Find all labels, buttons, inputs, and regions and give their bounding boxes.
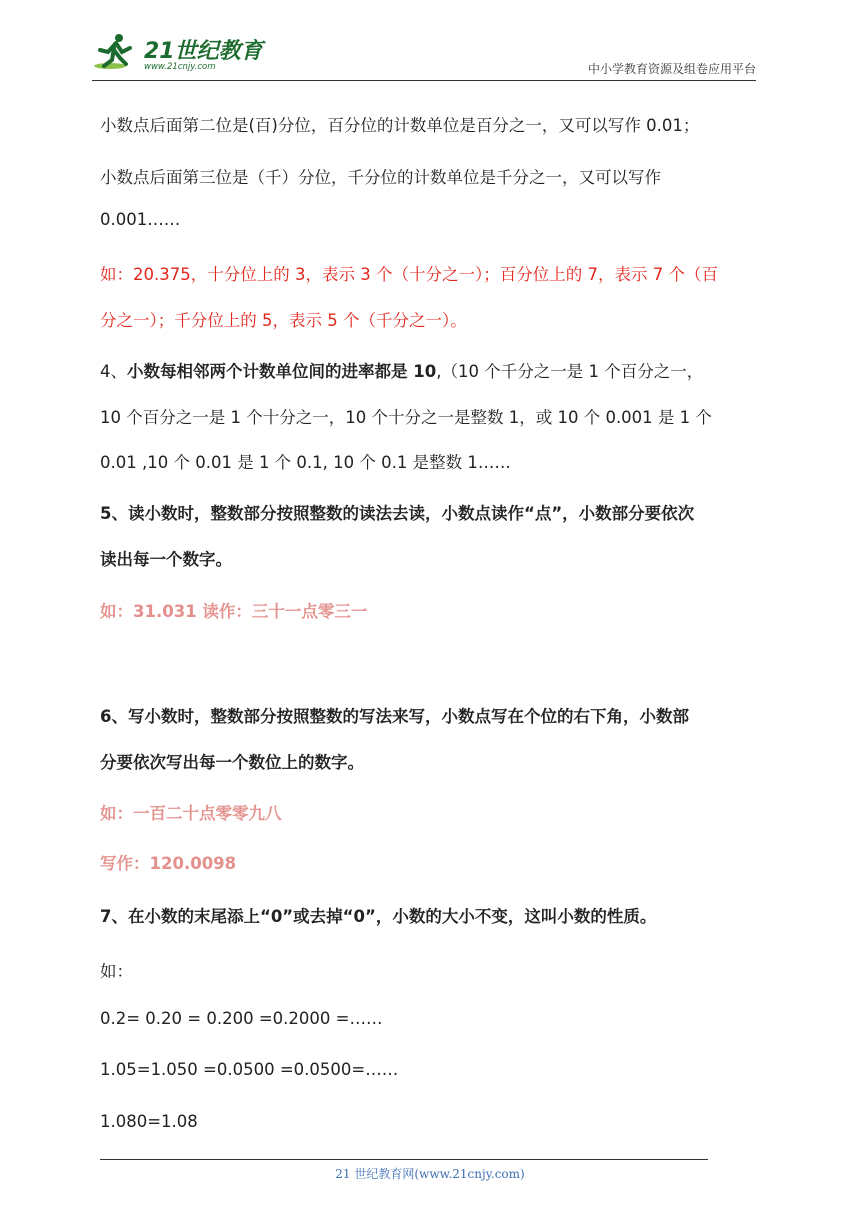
rule-bold-text: 小数每相邻两个计数单位间的进率都是 10 [127, 362, 437, 381]
example-line: 写作：120.0098 [100, 854, 237, 873]
text-line: 10 个百分之一是 1 个十分之一，10 个十分之一是整数 1，或 10 个 0.001 是 1 个 [100, 408, 712, 427]
rule-number: 4、 [100, 362, 127, 381]
text-line: 小数点后面第二位是(百)分位，百分位的计数单位是百分之一，又可以写作 0.01； [100, 116, 700, 135]
page-footer[interactable]: 21 世纪教育网(www.21cnjy.com) [335, 1167, 525, 1181]
header-tagline: 中小学教育资源及组卷应用平台 [587, 62, 756, 76]
text-line: 0.2= 0.20 = 0.200 =0.2000 =…… [100, 1009, 383, 1028]
page-header [0, 0, 860, 84]
site-logo[interactable] [92, 30, 272, 78]
text-line: 小数点后面第三位是（千）分位，千分位的计数单位是千分之一，又可以写作 [100, 168, 661, 187]
text-line: 如： [100, 962, 133, 981]
rule-7-line: 7、在小数的末尾添上“0”或去掉“0”，小数的大小不变，这叫小数的性质。 [100, 907, 657, 926]
text-line: 1.05=1.050 =0.0500 =0.0500=…… [100, 1060, 399, 1079]
text-line: 0.01 ,10 个 0.01 是 1 个 0.1, 10 个 0.1 是整数 1…… [100, 453, 511, 472]
rule-6-line: 6、写小数时，整数部分按照整数的写法来写，小数点写在个位的右下角，小数部 [100, 707, 689, 726]
example-line: 如：31.031 读作：三十一点零三一 [100, 602, 368, 621]
example-line: 如：20.375，十分位上的 3，表示 3 个（十分之一）；百分位上的 7，表示 7 个（百 [100, 265, 718, 284]
text-line: 0.001…… [100, 210, 181, 229]
example-line: 分之一）；千分位上的 5，表示 5 个（千分之一）。 [100, 311, 467, 330]
example-line: 如：一百二十点零零九八 [100, 804, 282, 823]
rule-5-line: 读出每一个数字。 [100, 550, 232, 569]
rule-rest-text: ,（10 个千分之一是 1 个百分之一， [436, 362, 704, 381]
rule-6-line: 分要依次写出每一个数位上的数字。 [100, 753, 364, 772]
rule-5-line: 5、读小数时，整数部分按照整数的读法去读，小数点读作“点”，小数部分要依次 [100, 504, 695, 523]
logo-title: 21世纪教育 [144, 39, 263, 64]
text-line: 1.080=1.08 [100, 1112, 198, 1131]
rule-4-line [100, 358, 703, 382]
runner-logo-icon [92, 32, 142, 72]
header-divider [92, 80, 756, 81]
logo-url: www.21cnjy.com [144, 62, 216, 72]
footer-divider [100, 1159, 708, 1160]
